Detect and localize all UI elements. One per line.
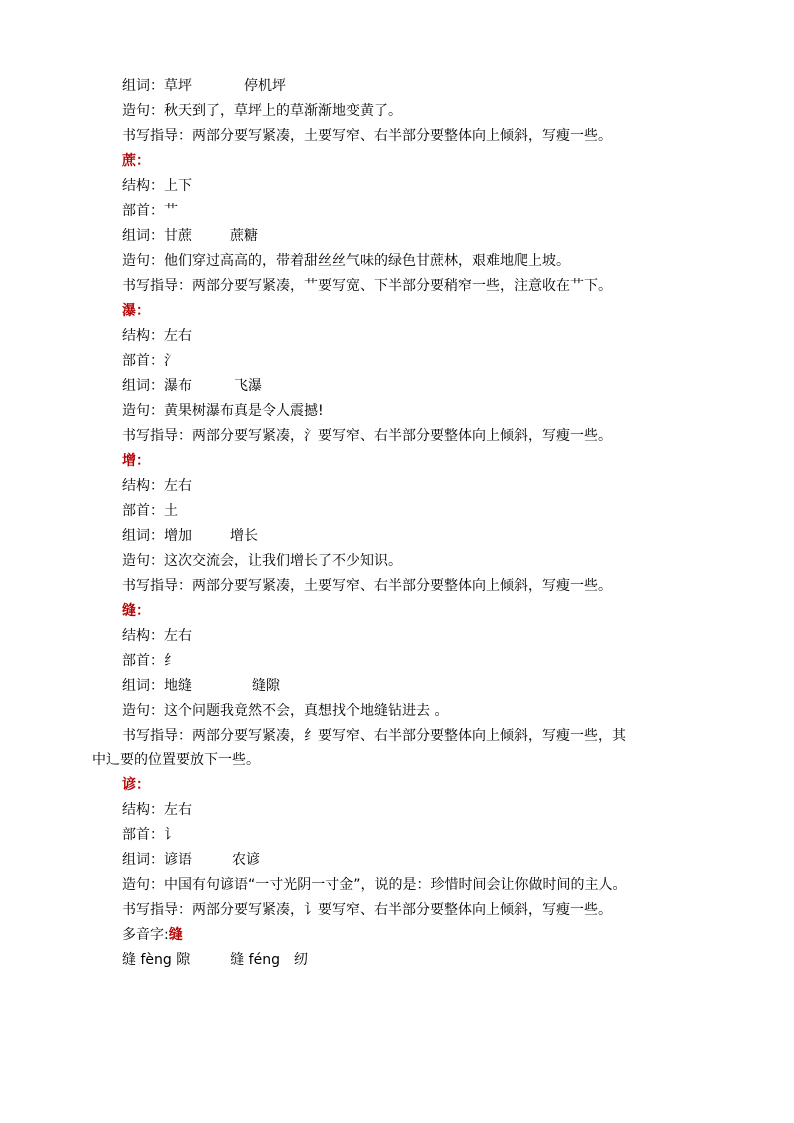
feng-sentence: 造句：这个问题我竟然不会，真想找个地缝钻进去 。 [122, 703, 449, 719]
yan-guide: 书写指导：两部分要写紧凑，讠要写窄、右半部分要整体向上倾斜，写瘦一些。 [122, 902, 612, 918]
zeng-word-2: 增长 [230, 528, 258, 544]
zeng-radical: 部首：土 [122, 503, 178, 519]
feng-radical: 部首：纟 [122, 653, 178, 669]
yan-words-line [122, 851, 260, 869]
feng-word-1: 地缝 [164, 678, 192, 694]
yan-structure: 结构：左右 [122, 802, 192, 818]
zhe-word-1: 甘蔗 [164, 228, 192, 244]
yan-sentence: 造句：中国有句谚语“一寸光阴一寸金”，说的是：珍惜时间会让你做时间的主人。 [122, 877, 627, 893]
zeng-words-label: 组词： [122, 528, 164, 544]
pu-word-2: 飞瀑 [234, 378, 262, 394]
pu-guide: 书写指导：两部分要写紧凑，氵要写窄、右半部分要整体向上倾斜，写瘦一些。 [122, 428, 612, 444]
zeng-heading: 增： [122, 453, 150, 469]
zhe-structure: 结构：上下 [122, 178, 192, 194]
pu-words-label: 组词： [122, 378, 164, 394]
zhe-heading: 蔗： [122, 153, 150, 169]
yan-words-label: 组词： [122, 852, 164, 868]
pu-structure: 结构：左右 [122, 328, 192, 344]
zeng-sentence: 造句：这次交流会，让我们增长了不少知识。 [122, 553, 402, 569]
reading-2-pinyin: féng [248, 952, 280, 968]
zhe-words-line [122, 227, 258, 245]
yan-word-2: 农谚 [232, 852, 260, 868]
polyphone-line [122, 926, 183, 944]
polyphone-label: 多音字: [122, 927, 169, 943]
feng-guide-line-1: 书写指导：两部分要写紧凑，纟要写窄、右半部分要整体向上倾斜，写瘦一些，其 [122, 728, 626, 744]
polyphone-char: 缝 [168, 927, 183, 943]
reading-2-word: 纫 [293, 952, 308, 968]
pu-radical: 部首：氵 [122, 353, 178, 369]
zeng-structure: 结构：左右 [122, 478, 192, 494]
yan-word-1: 谚语 [164, 852, 192, 868]
ping-word-1: 草坪 [164, 78, 192, 94]
zhe-word-2: 蔗糖 [230, 228, 258, 244]
feng-word-2: 缝隙 [252, 678, 280, 694]
feng-heading: 缝： [122, 603, 150, 619]
ping-words-label: 组词： [122, 78, 164, 94]
ping-guide: 书写指导：两部分要写紧凑，土要写窄、右半部分要整体向上倾斜，写瘦一些。 [122, 128, 612, 144]
zhe-words-label: 组词： [122, 228, 164, 244]
ping-words-line [122, 77, 286, 95]
ping-sentence: 造句：秋天到了，草坪上的草渐渐地变黄了。 [122, 103, 402, 119]
zeng-words-line [122, 527, 258, 545]
feng-structure: 结构：左右 [122, 628, 192, 644]
yan-heading: 谚： [122, 777, 150, 793]
reading-2-char: 缝 [230, 952, 245, 968]
feng-words-line [122, 677, 280, 695]
pu-heading: 瀑： [122, 303, 150, 319]
ping-word-2: 停机坪 [244, 78, 286, 94]
zhe-guide: 书写指导：两部分要写紧凑，艹要写宽、下半部分要稍窄一些，注意收在艹下。 [122, 278, 612, 294]
reading-1-char: 缝 [122, 952, 136, 968]
pu-word-1: 瀑布 [164, 378, 192, 394]
zhe-radical: 部首：艹 [122, 203, 178, 219]
feng-words-label: 组词： [122, 678, 164, 694]
zhe-sentence: 造句：他们穿过高高的，带着甜丝丝气味的绿色甘蔗林，艰难地爬上坡。 [122, 253, 570, 269]
zeng-word-1: 增加 [164, 528, 192, 544]
feng-guide-line-2: 中辶要的位置要放下一些。 [92, 752, 260, 768]
reading-1-word: 隙 [176, 952, 191, 968]
polyphone-readings [122, 951, 308, 969]
zeng-guide: 书写指导：两部分要写紧凑，土要写窄、右半部分要整体向上倾斜，写瘦一些。 [122, 578, 612, 594]
reading-1-pinyin: fèng [140, 952, 172, 968]
yan-radical: 部首：讠 [122, 827, 178, 843]
pu-words-line [122, 377, 262, 395]
pu-sentence: 造句：黄果树瀑布真是令人震撼! [122, 403, 324, 419]
